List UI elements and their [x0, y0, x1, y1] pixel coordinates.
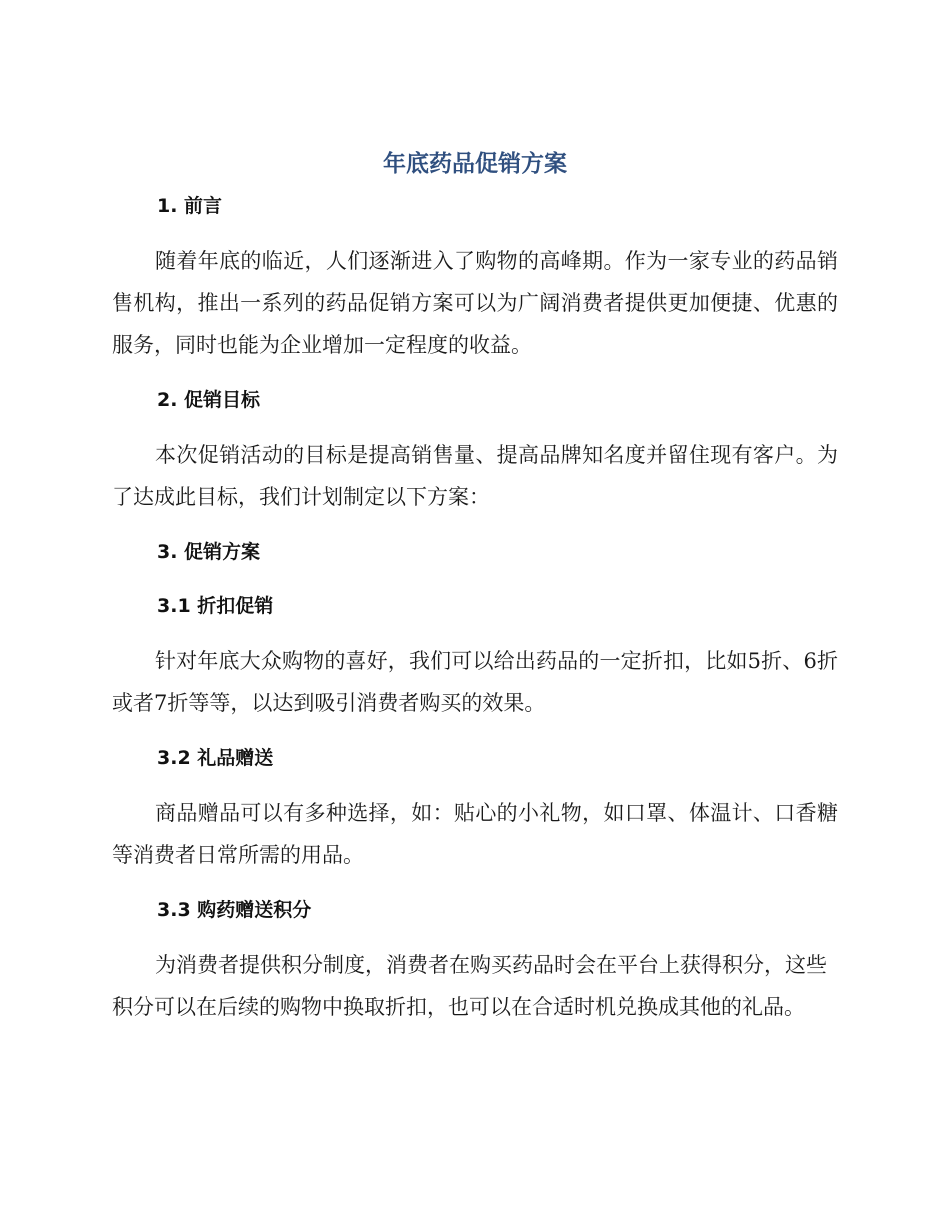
section-paragraph-goal: 本次促销活动的目标是提高销售量、提高品牌知名度并留住现有客户。为了达成此目标，我们计划制定以下方案： [112, 443, 838, 509]
document-title: 年底药品促销方案 [383, 151, 567, 177]
section-heading-points: 3.3 购药赠送积分 [157, 899, 312, 921]
section-heading-discount: 3.1 折扣促销 [157, 595, 274, 617]
section-paragraph-points: 为消费者提供积分制度，消费者在购买药品时会在平台上获得积分，这些积分可以在后续的购物中换取折扣，也可以在合适时机兑换成其他的礼品。 [112, 953, 827, 1019]
section-heading-preface: 1. 前言 [157, 195, 223, 217]
section-paragraph-preface: 随着年底的临近，人们逐渐进入了购物的高峰期。作为一家专业的药品销售机构，推出一系列的药品促销方案可以为广阔消费者提供更加便捷、优惠的服务，同时也能为企业增加一定程度的收益。 [112, 249, 838, 357]
section-heading-goal: 2. 促销目标 [157, 389, 261, 411]
section-paragraph-gift: 商品赠品可以有多种选择，如：贴心的小礼物，如口罩、体温计、口香糖等消费者日常所需的用品。 [112, 801, 838, 867]
section-heading-gift: 3.2 礼品赠送 [157, 747, 274, 769]
section-heading-plan: 3. 促销方案 [157, 541, 261, 563]
section-paragraph-discount: 针对年底大众购物的喜好，我们可以给出药品的一定折扣，比如5折、6折或者7折等等，以达到吸引消费者购买的效果。 [112, 649, 838, 715]
